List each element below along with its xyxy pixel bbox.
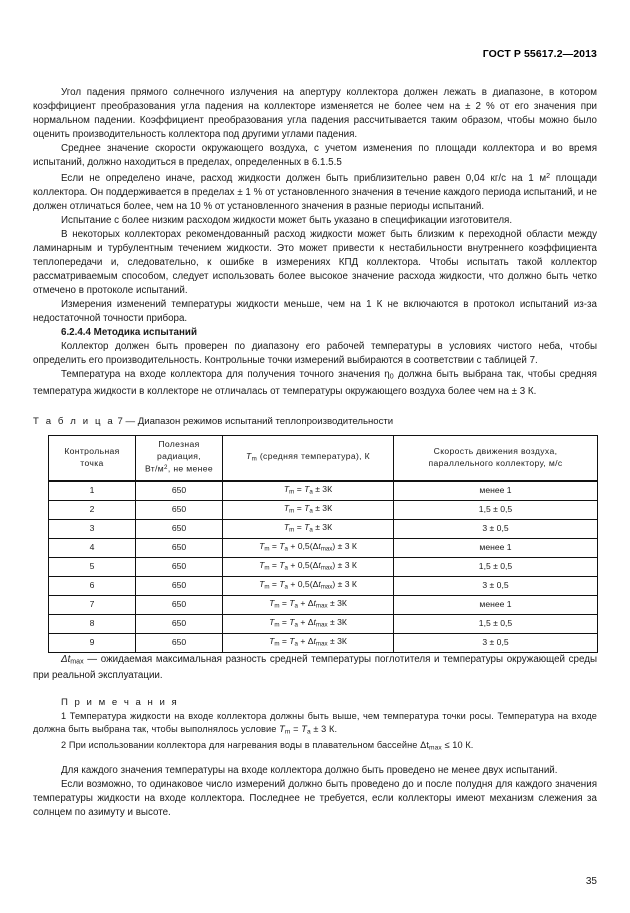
table-row <box>49 576 598 595</box>
table-caption-dash: — <box>125 415 136 427</box>
cell-formula-tail: ± 3 К <box>337 559 357 570</box>
cell-control-point: 7 <box>49 595 136 614</box>
cell-control-point: 9 <box>49 633 136 652</box>
note-1-formula: $T_m = T_a \pm 3$ К. <box>279 724 338 736</box>
note-2-subscript: max <box>429 744 442 752</box>
table-row <box>49 481 598 501</box>
cell-formula: $T_m = T_a + 0,5(\Delta t_{max}) \pm 3$ К <box>223 538 394 557</box>
cell-formula: $T_m = T_a + \Delta t_{max} \pm 3К$ <box>223 633 394 652</box>
cell-control-point: 6 <box>49 576 136 595</box>
cell-control-point: 5 <box>49 557 136 576</box>
table-body <box>49 481 598 653</box>
cell-air-speed: 3 ± 0,5 <box>394 576 598 595</box>
cell-air-speed: 3 ± 0,5 <box>394 519 598 538</box>
cell-air-speed: 1,5 ± 0,5 <box>394 557 598 576</box>
flow-rate-text-a: Если не определено иначе, расход жидкости должен быть приблизительно равен 0,04 кг/с на 1 м <box>61 172 547 184</box>
cell-air-speed: менее 1 <box>394 538 598 557</box>
cell-air-speed: 1,5 ± 0,5 <box>394 500 598 519</box>
delta-t-symbol: Δt <box>61 653 71 665</box>
cell-formula: $T_m = T_a + 0,5(\Delta t_{max}) \pm 3$ К <box>223 576 394 595</box>
cell-formula: $T_m = T_a + \Delta t_{max} \pm 3К$ <box>223 614 394 633</box>
cell-radiation: 650 <box>136 576 223 595</box>
table-header-row <box>49 435 598 481</box>
table-row <box>49 519 598 538</box>
cell-formula-tail: ± 3К <box>315 521 333 532</box>
table-row <box>49 614 598 633</box>
ch-rad-l2b: , не менее <box>167 464 214 475</box>
eta-zero-subscript: 0 <box>389 373 394 381</box>
flow-rate-superscript: 2 <box>546 173 551 180</box>
ch-cp-l2: точка <box>80 457 104 468</box>
cell-formula-tail: ± 3К <box>330 635 347 646</box>
paragraph-delta-t-definition <box>33 653 597 684</box>
cell-formula: $T_m = T_a \pm 3К$ <box>223 500 394 519</box>
paragraph-low-flow-test: Испытание с более низким расходом жидкости может быть указано в спецификации изготовителя. <box>61 214 513 226</box>
cell-control-point: 4 <box>49 538 136 557</box>
paragraph-transition-region: В некоторых коллекторах рекомендованный расход жидкости может быть близким к переходной области между ламинарным и турбулентным течением жидкости. Это может привести к нестабильности внутреннего коэффициента теплопередачи и, следовательно, к ошибке в измерениях КПД коллектора. Чтобы испытать такой коллектор рассматриваемым способом, следует использовать более высокое значение расхода жидкости, что должно быть четко отмечено в протоколе испытаний. <box>33 228 597 296</box>
page-header-standard-ref: ГОСТ Р 55617.2—2013 <box>482 48 597 60</box>
ch-tm-sub: m <box>251 454 258 462</box>
table-caption-label: Т а б л и ц а <box>33 415 115 427</box>
cell-radiation: 650 <box>136 557 223 576</box>
cell-formula: $T_m = T_a + 0,5(\Delta t_{max}) \pm 3$ К <box>223 557 394 576</box>
cell-control-point: 8 <box>49 614 136 633</box>
cell-radiation: 650 <box>136 595 223 614</box>
table-caption-number: 7 <box>117 415 123 427</box>
delta-t-definition-text: — ожидаемая максимальная разность средней температуры поглотителя и температуры окружающей среды при реальной эксплуатации. <box>33 653 597 682</box>
paragraph-two-tests-minimum: Для каждого значения температуры на входе коллектора должно быть проведено не менее двух испытаний. <box>61 765 558 777</box>
inlet-temp-text-a: Температура на входе коллектора для получения точного значения η <box>61 368 390 380</box>
cell-formula: $T_m = T_a \pm 3К$ <box>223 481 394 501</box>
table-row <box>49 557 598 576</box>
table-row <box>49 500 598 519</box>
ch-rad-l1: Полезная радиация, <box>156 439 202 461</box>
column-header-control-point <box>49 435 136 481</box>
ch-rad-l2: Вт/м <box>144 464 165 475</box>
cell-radiation: 650 <box>136 538 223 557</box>
cell-control-point: 3 <box>49 519 136 538</box>
ch-air-l2: параллельного коллектору, м/с <box>428 457 563 468</box>
cell-formula-tail: ± 3К <box>315 502 333 513</box>
cell-radiation: 650 <box>136 633 223 652</box>
cell-radiation: 650 <box>136 614 223 633</box>
test-regime-table <box>48 435 598 653</box>
cell-air-speed: менее 1 <box>394 481 598 501</box>
paragraph-flow-rate <box>33 170 597 214</box>
cell-formula-tail: ± 3К <box>315 483 333 494</box>
column-header-mean-temperature: $T_m$ (средняя температура), К <box>223 435 394 481</box>
cell-air-speed: 1,5 ± 0,5 <box>394 614 598 633</box>
table-caption-title: Диапазон режимов испытаний теплопроизводительности <box>137 415 394 427</box>
ch-air-l1: Скорость движения воздуха, <box>433 446 558 456</box>
cell-formula-tail: ± 3 К <box>337 540 357 551</box>
flow-rate-text-b: площади коллектора. Он поддерживается в пределах ± 1 % от установленного значения в течение каждого периода испытаний, и не должен отличаться более, чем на 10 % от установленного значения в разные периоды испытаний. <box>33 172 598 212</box>
cell-control-point: 2 <box>49 500 136 519</box>
column-header-air-speed <box>394 435 598 481</box>
paragraph-inlet-temperature <box>33 368 597 399</box>
notes-heading: П р и м е ч а н и я <box>61 697 179 709</box>
page-number: 35 <box>585 876 597 887</box>
ch-rad-sup: 2 <box>164 464 168 472</box>
cell-formula: $T_m = T_a + \Delta t_{max} \pm 3К$ <box>223 595 394 614</box>
spacer <box>33 755 597 764</box>
note-1 <box>33 710 597 739</box>
cell-air-speed: 3 ± 0,5 <box>394 633 598 652</box>
cell-air-speed: менее 1 <box>394 595 598 614</box>
paragraph-measurement-symmetry: Если возможно, то одинаковое число измерений должно быть проведено до и после полудня для каждого значения температуры жидкости на входе коллектора. Последнее не требуется, если коллекторы имеют механизм слежения за солнцем по азимуту и высоте. <box>33 779 597 819</box>
inlet-temp-text-b: должна быть выбрана так, чтобы средняя температура жидкости в коллекторе не отличалась от температуры окружающего воздуха более чем на ± 3 К. <box>33 368 597 397</box>
paragraph-test-procedure: Коллектор должен быть проверен по диапазону его рабочей температуры в условиях чистого неба, чтобы определить его производительность. Контрольные точки измерений выбираются в соответствии с таблицей 7. <box>33 340 597 366</box>
paragraph-air-speed-average: Среднее значение скорости окружающего воздуха, с учетом изменения по площади коллектора и во время испытаний, должно находиться в пределах, определенных в 6.1.5.5 <box>33 143 597 168</box>
cell-control-point: 1 <box>49 481 136 501</box>
cell-formula-tail: ± 3 К <box>337 578 357 589</box>
note-2-text-a: 2 При использовании коллектора для нагревания воды в плавательном бассейне Δt <box>61 740 429 751</box>
table-row <box>49 538 598 557</box>
table-row <box>49 633 598 652</box>
column-header-useful-radiation <box>136 435 223 481</box>
note-1-text: 1 Температура жидкости на входе коллектора должны быть выше, чем температура точки росы. Температура на входе должна быть выбрана так, чтобы выполнялось условие <box>33 711 597 735</box>
table-row <box>49 595 598 614</box>
cell-formula-tail: ± 3К <box>330 616 347 627</box>
cell-formula: $T_m = T_a \pm 3К$ <box>223 519 394 538</box>
delta-t-subscript: max <box>70 658 84 666</box>
paragraph-incidence-angle: Угол падения прямого солнечного излучения на апертуру коллектора должен лежать в диапазоне, в котором коэффициент преобразования угла падения на коллекторе изменяется не более чем на ± 2 % от его значения при нормальном падении. Коэффициент преобразования угла падения рассчитывается таким образом, чтобы можно было оценить производительность коллектора под другими углами падения. <box>33 87 597 140</box>
section-heading-6-2-4-4: 6.2.4.4 Методика испытаний <box>61 326 197 338</box>
cell-radiation: 650 <box>136 481 223 501</box>
cell-formula-tail: ± 3К <box>330 597 347 608</box>
paragraph-temperature-accuracy: Измерения изменений температуры жидкости меньше, чем на 1 К не включаются в протокол испытаний из-за недостаточной точности прибора. <box>33 298 597 324</box>
ch-cp-l1: Контрольная <box>64 446 120 456</box>
cell-radiation: 650 <box>136 519 223 538</box>
note-2-text-b: ≤ 10 К. <box>441 740 474 751</box>
table-caption <box>33 415 597 428</box>
cell-radiation: 650 <box>136 500 223 519</box>
note-2 <box>33 739 597 755</box>
